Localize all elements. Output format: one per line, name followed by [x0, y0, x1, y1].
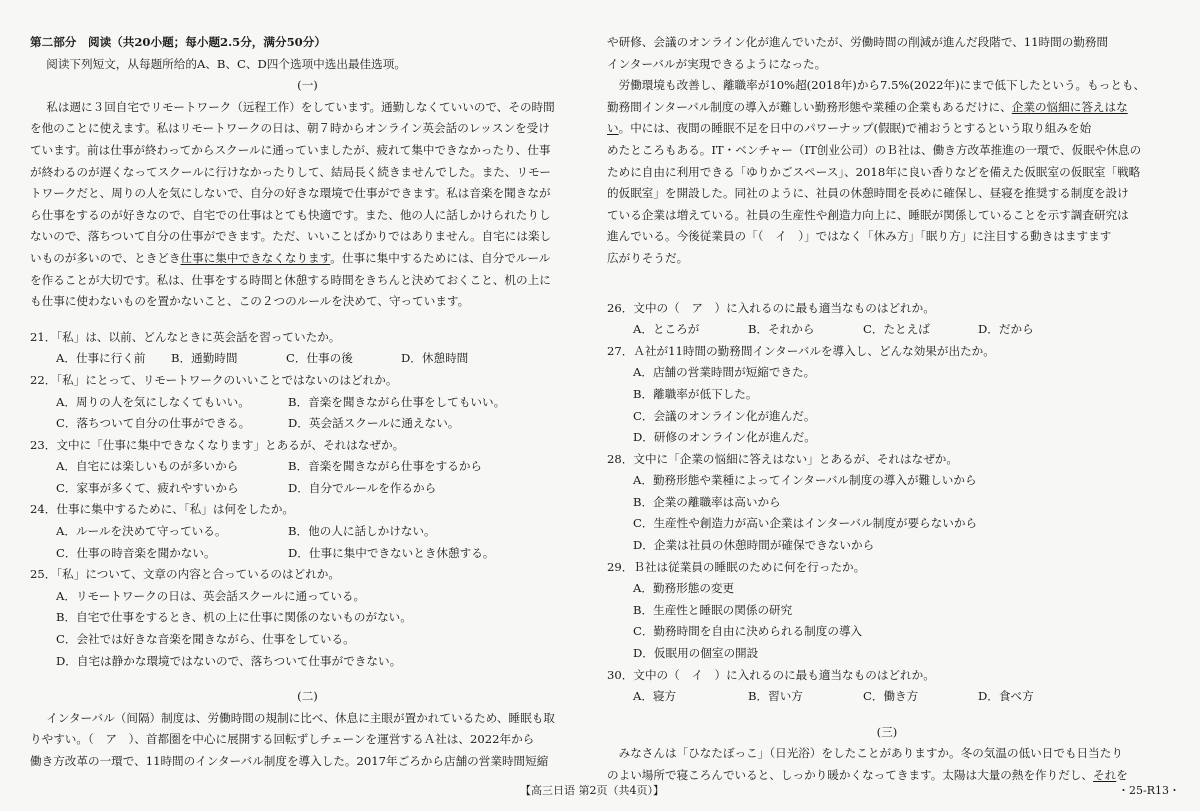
passage-2-continued [607, 32, 1167, 270]
question-stem: 27．Ａ社が11時間の勤務間インターバルを導入し、どんな効果が出たか。 [607, 343, 995, 358]
question-stem: 23．文中に「仕事に集中できなくなります」とあるが、それはなぜか。 [30, 437, 405, 452]
instruction: 阅读下列短文，从每题所给的A、B、C、D四个选项中选出最佳选项。 [46, 56, 406, 71]
option-d[interactable]: D．仮眠用の個室の開設 [633, 646, 759, 661]
option-row [30, 456, 585, 478]
passage-line: 進んでいる。今後従業員の「（ イ ）」ではなく「休み方」「眠り方」に注目する動きはますます [607, 229, 1112, 244]
section-title-1: (一) [297, 78, 318, 93]
question-stem: 24．仕事に集中するために、「私」は何をしたか。 [30, 502, 295, 517]
option-a[interactable]: A．周りの人を気にしなくてもいい。 [56, 394, 250, 409]
option-b[interactable]: B．生産性と睡眠の関係の研究 [633, 602, 793, 617]
passage-line: ために自由に利用できる「ゆりかごスペース」、2018年に良い香りなどを備えた仮眠室の仮眠室「戦略 [607, 164, 1141, 179]
question-stem: 29．Ｂ社は従業員の睡眠のために何を行ったか。 [607, 559, 866, 574]
option-a[interactable]: A．仕事に行く前 [56, 351, 146, 366]
question-stem: 30．文中の（ イ ）に入れるのに最も適当なものはどれか。 [607, 667, 935, 682]
passage-line: 労働環境も改善し、離職率が10%超(2018年)から7.5%(2022年)にまで低下したという。もっとも、 [607, 78, 1146, 93]
text-span: 勤務間インターバル制度の導入が難しい勤務形態や業種の企業もあるだけに、 [607, 99, 1012, 114]
passage-line: トワークだと、周りの人を気にしないで、自分の好きな環境で仕事ができます。私は音楽を聞きなが [30, 186, 551, 201]
passage-line: めたところもある。IT・ベンチャー（IT创业公司）のＢ社は、働き方改革推進の一環で、仮眠や休息の [607, 142, 1142, 157]
option-c[interactable]: C．勤務時間を自由に決められる制度の導入 [633, 624, 863, 639]
question-28 [607, 449, 1167, 557]
option-c[interactable]: C．家事が多くて、疲れやすいから [56, 480, 239, 495]
underlined-phrase: 企業の悩細に答えはな [1011, 99, 1128, 114]
option-b[interactable]: B．音楽を聞きながら仕事をするから [288, 459, 483, 474]
passage-line: ています。前は仕事が終わってからスクールに通っていましたが、疲れて集中できなかったり、仕事 [30, 142, 551, 157]
option-c[interactable]: C．仕事の後 [286, 351, 353, 366]
option-row [607, 319, 1167, 341]
option-d[interactable]: D．英会話スクールに通えない。 [288, 416, 460, 431]
passage-line [30, 248, 585, 270]
option-a[interactable]: A．リモートワークの日は、英会話スクールに通っている。 [56, 588, 366, 603]
option-row [30, 478, 585, 500]
option-c[interactable]: C．働き方 [863, 689, 919, 704]
option-b[interactable]: B．他の人に話しかけない。 [288, 524, 436, 539]
option-d[interactable]: D．だから [978, 322, 1034, 337]
text-span: いものが多いので、ときどき [30, 250, 181, 265]
option-c[interactable]: C．会議のオンライン化が進んだ。 [633, 408, 816, 423]
option-b[interactable]: B．音楽を聞きながら仕事をしてもいい。 [288, 394, 506, 409]
passage-line: ないので、落ちついて自分の仕事ができます。ただ、いいことばかりではありません。自宅には楽し [30, 229, 552, 244]
option-a[interactable]: A．ルールを決めて守っている。 [56, 524, 227, 539]
option-b[interactable]: B．離職率が低下した。 [633, 386, 758, 401]
text-span: 。中には、夜間の睡眠不足を日中のパワーナップ(假眠)で補おうとするという取り組みを始 [618, 121, 1092, 136]
option-row [30, 521, 585, 543]
passage-line: みなさんは「ひなたぼっこ」（日光浴）をしたことがありますか。冬の気温の低い日でも日当たり [607, 746, 1123, 761]
section-title-3: (三) [876, 724, 898, 739]
question-23 [30, 435, 585, 500]
option-a[interactable]: A．寝方 [633, 689, 677, 704]
option-c[interactable]: C．生産性や創造力が高い企業はインターバル制度が要らないから [633, 516, 978, 531]
option-c[interactable]: C．会社では好きな音楽を聞きながら、仕事をしている。 [56, 632, 355, 647]
question-22 [30, 370, 585, 435]
question-24 [30, 499, 585, 564]
page-number: 【高三日语 第2页（共4页）】 [520, 784, 664, 797]
question-30 [607, 665, 1167, 708]
option-d[interactable]: D．仕事に集中できないとき休憩する。 [288, 545, 495, 560]
passage-line: 働き方改革の一環で、11時間のインターバル制度を導入した。2017年ごろから店舗の営業時間短縮 [30, 754, 549, 768]
option-c[interactable]: C．仕事の時音楽を聞かない。 [56, 545, 216, 560]
question-29 [607, 557, 1167, 665]
option-d[interactable]: D．企業は社員の休憩時間が確保できないから [633, 538, 875, 553]
passage-line: ている企業は増えている。社員の生産性や創造力向上に、睡眠が関係していることを示す調査研究は [607, 207, 1129, 222]
text-span: を [1116, 768, 1128, 782]
exam-code: ・25-R13・ [1118, 784, 1180, 797]
passage-3 [607, 743, 1167, 786]
question-26 [607, 298, 1167, 341]
option-d[interactable]: D．自分でルールを作るから [288, 480, 437, 495]
text-span: 。仕事に集中するためには、自分でルール [330, 250, 551, 265]
passage-2 [30, 708, 585, 773]
option-b[interactable]: B．それから [748, 322, 815, 337]
option-row [30, 413, 585, 435]
question-stem: 25．「私」について、文章の内容と合っているのはどれか。 [30, 567, 340, 582]
question-stem: 21．「私」は、以前、どんなときに英会話を習っていたか。 [30, 329, 341, 344]
question-27 [607, 341, 1167, 449]
option-d[interactable]: D．休憩時間 [401, 351, 469, 366]
passage-line [607, 97, 1167, 119]
passage-line [607, 765, 1167, 787]
passage-line: を作ることが大切です。私は、仕事をする時間と休憩する時間をきちんと決めておくこと、机の上に [30, 272, 551, 287]
passage-line [607, 118, 1167, 140]
right-column [607, 32, 1167, 787]
question-stem: 28．文中に「企業の悩細に答えはない」とあるが、それはなぜか。 [607, 451, 958, 466]
passage-line: りやすい。（ ア ）、首都圏を中心に展開する回転ずしチェーンを運営するＡ社は、2022年から [30, 732, 535, 747]
option-a[interactable]: A．ところが [633, 322, 700, 337]
question-stem: 22．「私」にとって、リモートワークのいいことではないのはどれか。 [30, 372, 398, 387]
option-d[interactable]: D．自宅は静かな環境ではないので、落ちついて仕事ができない。 [56, 653, 402, 668]
option-row [30, 392, 585, 414]
option-row [30, 348, 585, 370]
option-b[interactable]: B．自宅で仕事をするとき、机の上に仕事に関係のないものがない。 [56, 610, 412, 625]
question-stem: 26．文中の（ ア ）に入れるのに最も適当なものはどれか。 [607, 300, 935, 315]
option-c[interactable]: C．たとえば [863, 322, 930, 337]
passage-line: を他のことに使えます。私はリモートワークの日は、朝７時からオンライン英会話のレッスンを受け [30, 121, 550, 136]
option-b[interactable]: B．通勤時間 [171, 351, 238, 366]
passage-line: が終わるのが遅くなってスクールに行けなかったりして、結局長く続きませんでした。また、リモー [30, 164, 551, 179]
part-header: 第二部分 阅读（共20小题；每小题2.5分，满分50分） [30, 35, 326, 49]
passage-line: も仕事に使わないものを置かないこと、この２つのルールを決めて、守っています。 [30, 294, 470, 309]
question-25 [30, 564, 585, 672]
option-d[interactable]: D．食べ方 [978, 689, 1034, 704]
underlined-phrase: 仕事に集中できなくなります [180, 250, 331, 265]
option-d[interactable]: D．研修のオンライン化が進んだ。 [633, 430, 816, 445]
passage-1 [30, 97, 585, 313]
section-title-2: (二) [297, 689, 318, 704]
option-c[interactable]: C．落ちついて自分の仕事ができる。 [56, 416, 251, 431]
option-a[interactable]: A．勤務形態や業種によってインターバル制度の導入が難しいから [633, 473, 977, 488]
option-row [607, 686, 1167, 708]
option-a[interactable]: A．自宅には楽しいものが多いから [56, 459, 239, 474]
option-row [30, 543, 585, 565]
passage-line: インターバル（间隔）制度は、労働時間の規制に比べ、休息に主眼が置かれているため、睡眠も取 [46, 710, 555, 725]
passage-line: 広がりそうだ。 [607, 250, 689, 265]
question-21 [30, 327, 585, 370]
option-a[interactable]: A．勤務形態の変更 [633, 581, 735, 596]
option-b[interactable]: B．企業の離職率は高いから [633, 494, 781, 509]
option-a[interactable]: A．店舗の営業時間が短縮できた。 [633, 365, 816, 380]
passage-line: や研修、会議のオンライン化が進んでいたが、労働時間の削減が進んだ段階で、11時間の勤務間 [607, 35, 1109, 49]
passage-line: 的仮眠室」を開設した。同社のように、社員の休憩時間を長めに確保し、昼寝を推奨する制度を設け [607, 186, 1129, 201]
left-column [30, 32, 585, 773]
option-b[interactable]: B．習い方 [748, 689, 803, 704]
passage-line: ら仕事をするのが好きなので、自宅での仕事はとても快適です。また、他の人に話しかけられたりし [30, 207, 551, 222]
text-span: のよい場所で寝ころんでいると、しっかり暖かくなってきます。太陽は大量の熱を作りだし、 [607, 768, 1094, 782]
underlined-phrase: それ [1093, 768, 1117, 782]
passage-line: 私は週に３回自宅でリモートワーク（远程工作）をしています。通勤しなくていいので、その時間 [46, 99, 555, 114]
passage-line: インターバルが実現できるようになった。 [607, 56, 827, 71]
underlined-phrase: い [607, 121, 619, 136]
